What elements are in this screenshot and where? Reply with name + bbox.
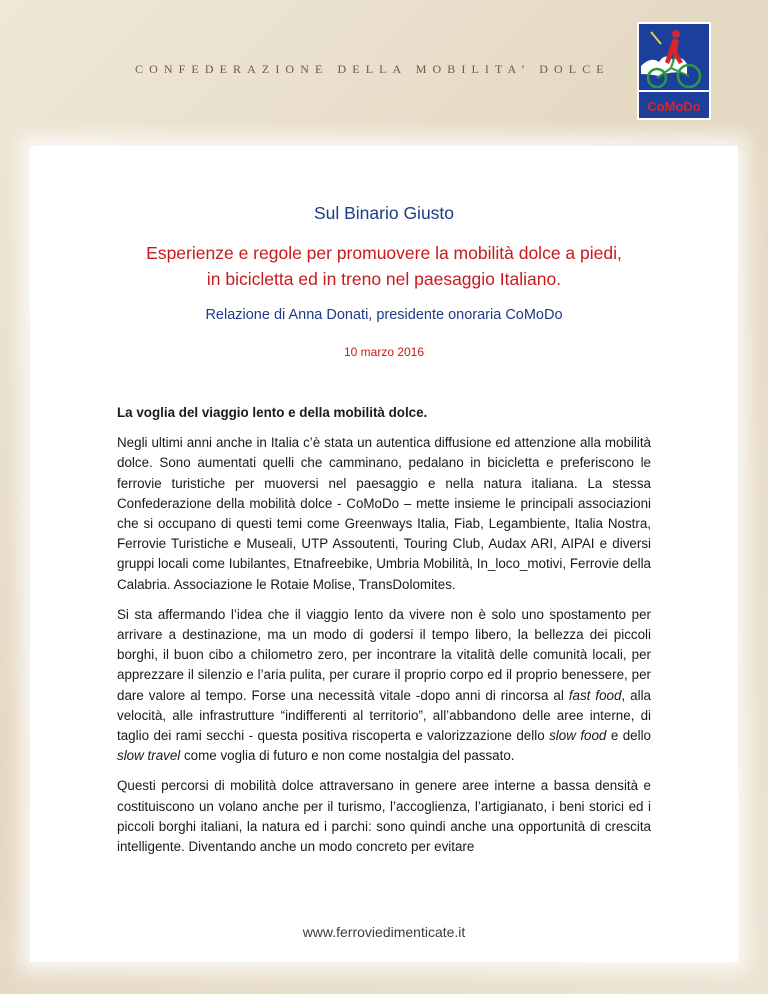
document-body bbox=[117, 403, 651, 867]
paragraph-2-italic-slow-food: slow food bbox=[549, 728, 607, 744]
paragraph-2-part-c: e dello bbox=[606, 728, 651, 744]
report-author: Relazione di Anna Donati, presidente onoraria CoMoDo bbox=[205, 307, 563, 323]
document-date: 10 marzo 2016 bbox=[343, 345, 425, 359]
paragraph-3: Questi percorsi di mobilità dolce attraversano in genere aree interne a bassa densità e costituiscono un volano anche per il turismo, l’accoglienza, l’artigianato, i beni storici ed i piccoli borghi italiani, la natura ed i parchi: sono quindi anche una opportunità di crescita intelligente. Diventando anche un modo concreto per evitare bbox=[117, 778, 651, 855]
paragraph-2 bbox=[117, 605, 651, 767]
paragraph-2-italic-fast-food: fast food bbox=[568, 687, 622, 703]
subtitle-line-2: in bicicletta ed in treno nel paesaggio Italiano. bbox=[206, 269, 562, 289]
cyclist-bicycle-icon bbox=[637, 22, 711, 120]
footer-website-link[interactable]: www.ferroviedimenticate.it bbox=[302, 924, 466, 940]
paragraph-2-italic-slow-travel: slow travel bbox=[117, 748, 181, 764]
paragraph-2-part-a: Si sta affermando l’idea che il viaggio lento da vivere non è solo uno spostamento per arrivare a destinazione, ma un modo di godersi il tempo libero, la bellezza dei piccoli borghi, il buon cibo a chilometro zero, per incontrare la vitalità delle comunità locali, per apprezzare il silenzio e l’aria pulita, per curare il proprio corpo ed il proprio benessere, per dare valore al tempo. Forse una necessità vitale -dopo anni di rincorsa al bbox=[117, 606, 651, 703]
subtitle-line-1: Esperienze e regole per promuovere la mobilità dolce a piedi, bbox=[146, 243, 622, 263]
paragraph-2-part-d: come voglia di futuro e non come nostalgia del passato. bbox=[180, 748, 515, 764]
logo-text: CoMoDo bbox=[647, 99, 701, 114]
paragraph-1: Negli ultimi anni anche in Italia c’è stata un autentica diffusione ed attenzione alla mobilità dolce. Sono aumentati quelli che camminano, pedalano in bicicletta e preferiscono le ferrovie turistiche per muoversi nel paesaggio e nella natura italiana. La stessa Confederazione della mobilità dolce - CoMoDo – mette insieme le principali associazioni che si occupano di questi temi come Greenways Italia, Fiab, Legambiente, Italia Nostra, Ferrovie Turistiche e Museali, UTP Assoutenti, Touring Club, Audax ARI, AIPAI e diversi gruppi locali come Iubilantes, Etnafreebike, Umbria Mobilità, In_loco_motivi, Ferrovie della Calabria. Associazione le Rotaie Molise, TransDolomites. bbox=[117, 435, 651, 592]
comodo-logo bbox=[637, 22, 711, 120]
document-title: Sul Binario Giusto bbox=[313, 203, 455, 223]
organization-header: CONFEDERAZIONE DELLA MOBILITA’ DOLCE bbox=[135, 62, 610, 76]
paragraph-2-part-b: , alla velocità, alle infrastrutture “indifferenti al territorio”, all’abbandono delle aree interne, di taglio dei rami secchi - questa positiva riscoperta e valorizzazione dello bbox=[117, 687, 651, 744]
section-heading: La voglia del viaggio lento e della mobilità dolce. bbox=[117, 405, 428, 420]
